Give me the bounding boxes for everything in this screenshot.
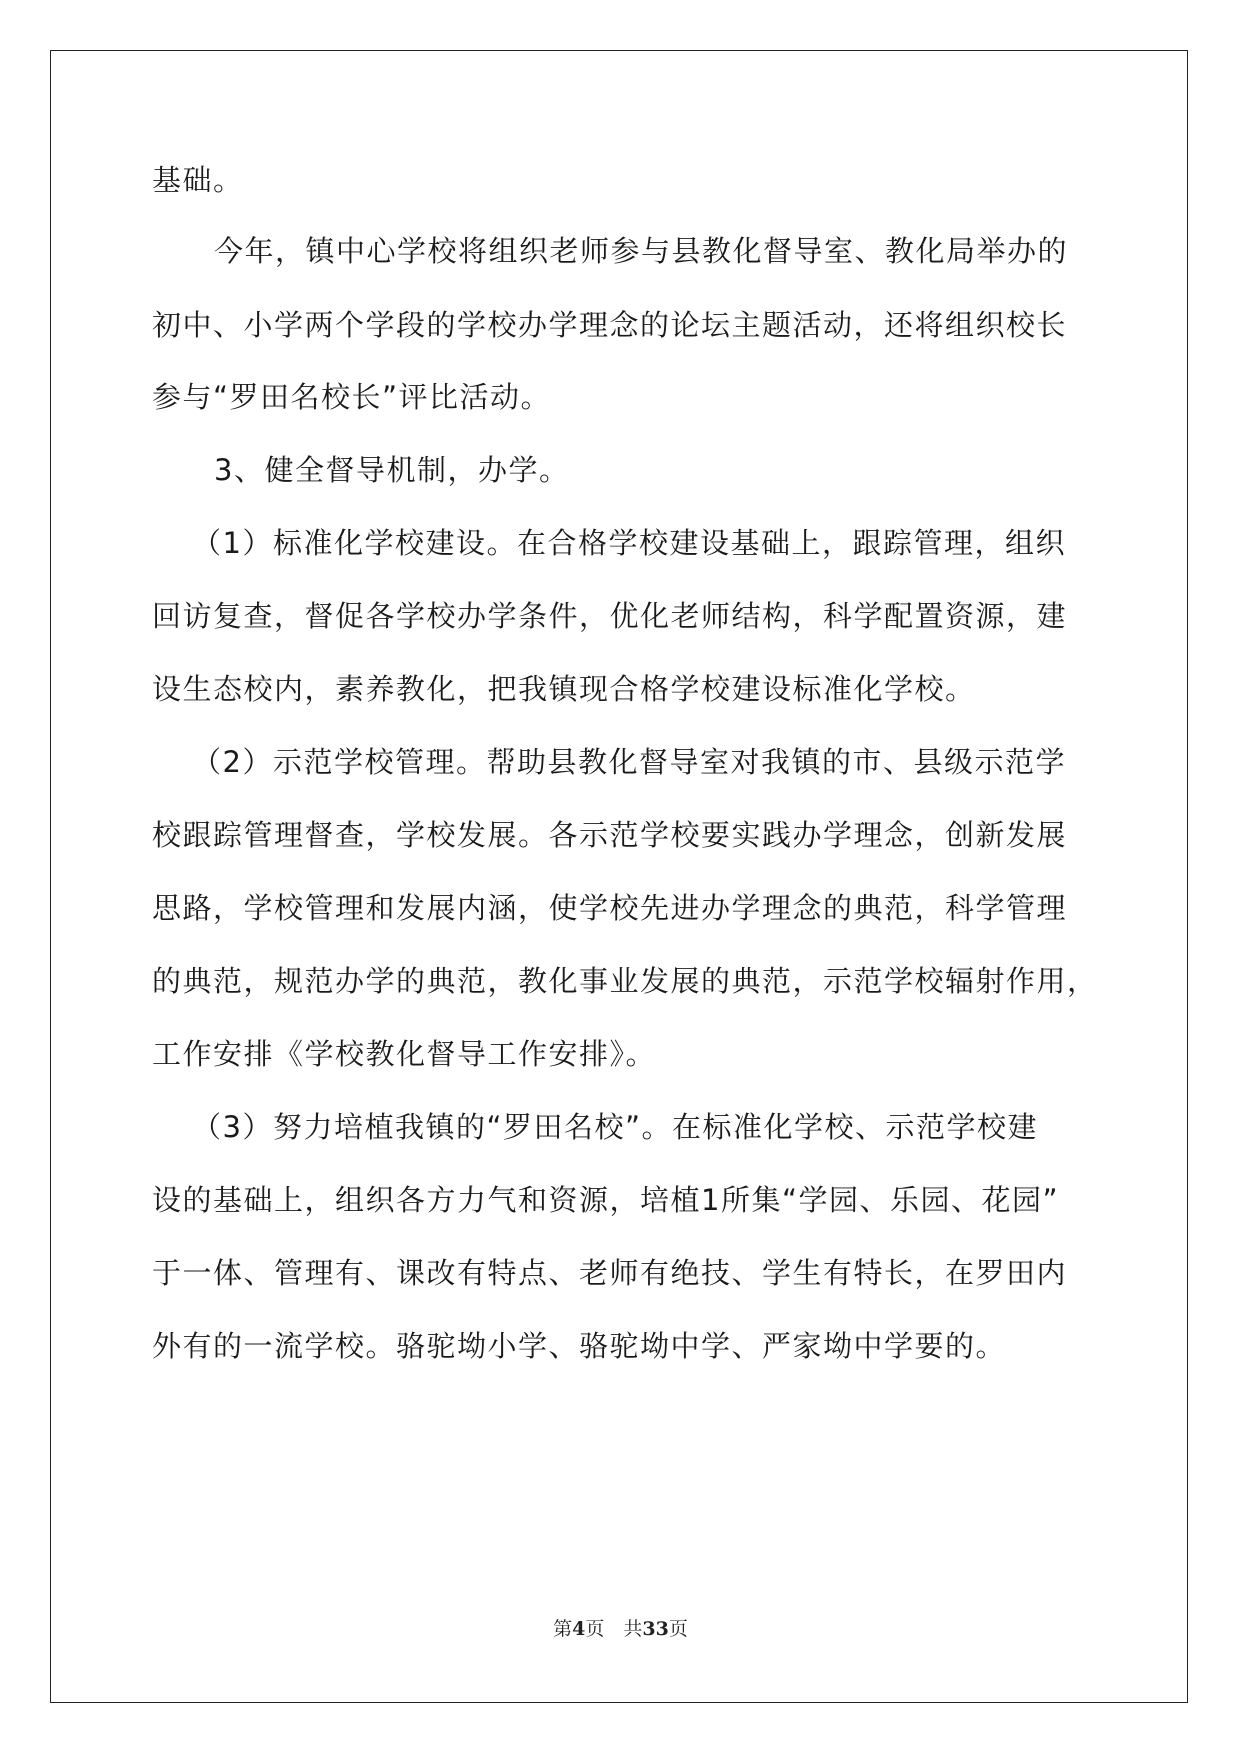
text-line: 于一体、管理有、课改有特点、老师有绝技、学生有特长，在罗田内: [152, 1256, 1068, 1290]
footer-prefix: 第: [553, 1618, 573, 1640]
text-line: 工作安排《学校教化督导工作安排》。: [152, 1037, 657, 1071]
paragraph-line: （1）标准化学校建设。在合格学校建设基础上，跟踪管理，组织: [192, 526, 1066, 560]
text-line: 外有的一流学校。骆驼坳小学、骆驼坳中学、严家坳中学要的。: [152, 1329, 1007, 1363]
footer-suffix: 页: [668, 1618, 688, 1640]
page-border: [50, 50, 1188, 1703]
text-line: 的典范，规范办学的典范，教化事业发展的典范，示范学校辐射作用，: [152, 964, 1098, 998]
text-line: 思路，学校管理和发展内涵，使学校先进办学理念的典范，科学管理: [152, 891, 1068, 925]
current-page-number: 4: [572, 1618, 586, 1640]
total-page-number: 33: [642, 1618, 669, 1640]
text-line: 设生态校内，素养教化，把我镇现合格学校建设标准化学校。: [152, 672, 976, 706]
paragraph-line: （2）示范学校管理。帮助县教化督导室对我镇的市、县级示范学: [192, 745, 1066, 779]
paragraph-line: （3）努力培植我镇的“罗田名校”。在标准化学校、示范学校建: [192, 1110, 1038, 1144]
text-line: 参与“罗田名校长”评比活动。: [152, 380, 552, 414]
page-footer: [0, 1614, 1241, 1641]
text-line: 设的基础上，组织各方力气和资源，培植1所集“学园、乐园、花园”: [152, 1183, 1059, 1217]
text-line: 初中、小学两个学段的学校办学理念的论坛主题活动，还将组织校长: [152, 308, 1068, 342]
paragraph-line: 今年，镇中心学校将组织老师参与县教化督导室、教化局举办的: [214, 234, 1069, 268]
section-heading: 3、健全督导机制，办学。: [214, 453, 570, 487]
footer-mid: 页 共: [585, 1618, 643, 1640]
text-line: 回访复查，督促各学校办学条件，优化老师结构，科学配置资源，建: [152, 599, 1068, 633]
text-line: 校跟踪管理督查，学校发展。各示范学校要实践办学理念，创新发展: [152, 818, 1068, 852]
text-line: 基础。: [152, 163, 244, 197]
